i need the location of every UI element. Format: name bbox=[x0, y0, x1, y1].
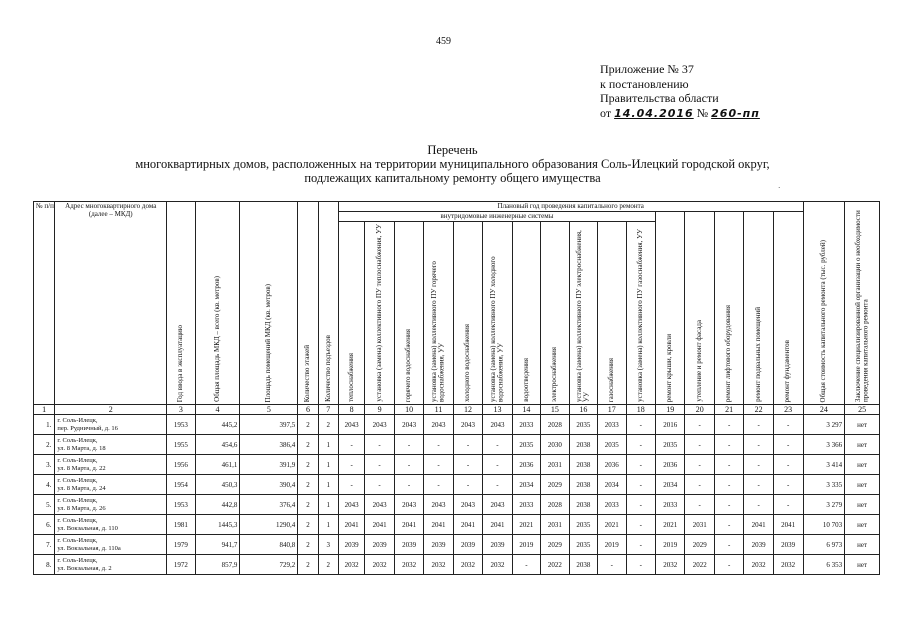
cell-gas-meter: - bbox=[626, 555, 655, 575]
table-row bbox=[34, 555, 880, 575]
cell-floors: 2 bbox=[298, 535, 318, 555]
cell-heating: 2043 bbox=[338, 495, 364, 515]
table-row bbox=[34, 455, 880, 475]
cell-foundation: 2039 bbox=[773, 535, 803, 555]
cell-cold-water-meter: - bbox=[483, 455, 512, 475]
cell-electricity-meter: 2038 bbox=[569, 495, 597, 515]
cell-electricity: 2030 bbox=[541, 435, 569, 455]
cell-floors: 2 bbox=[298, 415, 318, 435]
cell-conclusion: нет bbox=[845, 555, 880, 575]
cell-area-premises: 386,4 bbox=[240, 435, 298, 455]
cell-facade: - bbox=[685, 435, 714, 455]
cell-foundation: - bbox=[773, 435, 803, 455]
cell-gas: 2036 bbox=[598, 455, 626, 475]
address-street: ул. Вокзальная, д. 110 bbox=[57, 524, 118, 532]
cell-conclusion: нет bbox=[845, 535, 880, 555]
document-title: Перечень bbox=[427, 143, 478, 157]
cell-gas-meter: - bbox=[626, 515, 655, 535]
row-number: 3. bbox=[34, 455, 55, 475]
address-city: г. Соль-Илецк, bbox=[57, 457, 98, 464]
cell-hot-water-meter: 2039 bbox=[424, 535, 453, 555]
cell-cold-water-meter: - bbox=[483, 435, 512, 455]
cell-entrances: 1 bbox=[318, 495, 338, 515]
header-floors: Количество этажей bbox=[298, 202, 318, 405]
cell-hot-water: 2032 bbox=[394, 555, 423, 575]
column-numbers-row bbox=[34, 405, 880, 415]
address-street: ул. 8 Марта, д. 26 bbox=[57, 504, 106, 512]
cell-electricity-meter: 2038 bbox=[569, 455, 597, 475]
cell-total-cost: 3 279 bbox=[803, 495, 845, 515]
cell-conclusion: нет bbox=[845, 435, 880, 455]
cell-year: 1972 bbox=[167, 555, 195, 575]
cell-conclusion: нет bbox=[845, 495, 880, 515]
appendix-block bbox=[600, 62, 760, 121]
header-electricity: электроснабжения bbox=[541, 222, 569, 405]
column-number: 20 bbox=[685, 405, 714, 415]
cell-foundation: 2032 bbox=[773, 555, 803, 575]
cell-cold-water-meter: 2043 bbox=[483, 495, 512, 515]
cell-electricity-meter: 2038 bbox=[569, 475, 597, 495]
cell-gas: 2019 bbox=[598, 535, 626, 555]
cell-area-total: 454,6 bbox=[195, 435, 240, 455]
address-city: г. Соль-Илецк, bbox=[57, 477, 98, 484]
column-number: 18 bbox=[626, 405, 655, 415]
address-city: г. Соль-Илецк, bbox=[57, 517, 98, 524]
cell-hot-water: 2043 bbox=[394, 495, 423, 515]
cell-area-total: 461,1 bbox=[195, 455, 240, 475]
cell-sewerage: 2021 bbox=[512, 515, 540, 535]
row-number: 2. bbox=[34, 435, 55, 455]
cell-heating-meter: 2032 bbox=[365, 555, 394, 575]
cell-electricity: 2028 bbox=[541, 415, 569, 435]
cell-sewerage: 2019 bbox=[512, 535, 540, 555]
handwritten-date: 14.04.2016 bbox=[614, 106, 694, 120]
column-number: 6 bbox=[298, 405, 318, 415]
cell-electricity: 2028 bbox=[541, 495, 569, 515]
appendix-line-2: к постановлению bbox=[600, 76, 689, 91]
cell-basement: 2041 bbox=[744, 515, 773, 535]
address-cell bbox=[55, 495, 167, 515]
cell-electricity-meter: 2038 bbox=[569, 435, 597, 455]
cell-total-cost: 3 335 bbox=[803, 475, 845, 495]
column-number: 23 bbox=[773, 405, 803, 415]
cell-cold-water: - bbox=[453, 475, 482, 495]
column-number: 19 bbox=[655, 405, 684, 415]
cell-heating-meter: - bbox=[365, 435, 394, 455]
cell-area-premises: 729,2 bbox=[240, 555, 298, 575]
cell-conclusion: нет bbox=[845, 415, 880, 435]
from-label: от bbox=[600, 105, 612, 120]
cell-year: 1981 bbox=[167, 515, 195, 535]
cell-total-cost: 10 703 bbox=[803, 515, 845, 535]
cell-gas-meter: - bbox=[626, 415, 655, 435]
cell-heating-meter: - bbox=[365, 475, 394, 495]
cell-foundation: - bbox=[773, 455, 803, 475]
header-total-cost: Общая стоимость капитального ремонта (тыс. рублей) bbox=[803, 202, 845, 405]
header-heating: теплоснабжения bbox=[338, 222, 364, 405]
cell-cold-water-meter: - bbox=[483, 475, 512, 495]
cell-electricity: 2029 bbox=[541, 475, 569, 495]
cell-facade: 2029 bbox=[685, 535, 714, 555]
cell-sewerage: - bbox=[512, 555, 540, 575]
cell-heating-meter: 2039 bbox=[365, 535, 394, 555]
cell-hot-water-meter: - bbox=[424, 455, 453, 475]
cell-heating: - bbox=[338, 435, 364, 455]
cell-area-premises: 390,4 bbox=[240, 475, 298, 495]
cell-heating: 2039 bbox=[338, 535, 364, 555]
row-number: 1. bbox=[34, 415, 55, 435]
document-subtitle-2: подлежащих капитальному ремонту общего имущества bbox=[304, 171, 601, 185]
header-conclusion: Заключение специализированной организации о необходимости проведения капитального ремонта bbox=[845, 202, 880, 405]
cell-cold-water-meter: 2032 bbox=[483, 555, 512, 575]
cell-heating-meter: 2043 bbox=[365, 495, 394, 515]
appendix-line-3: Правительства области bbox=[600, 91, 719, 105]
cell-hot-water: - bbox=[394, 455, 423, 475]
cell-roof: 2021 bbox=[655, 515, 684, 535]
address-city: г. Соль-Илецк, bbox=[57, 497, 98, 504]
cell-cold-water: - bbox=[453, 435, 482, 455]
cell-total-cost: 6 353 bbox=[803, 555, 845, 575]
row-number: 8. bbox=[34, 555, 55, 575]
cell-floors: 2 bbox=[298, 555, 318, 575]
header-sewerage: водоотведения bbox=[512, 222, 540, 405]
cell-gas-meter: - bbox=[626, 475, 655, 495]
address-street: ул. 8 Марта, д. 24 bbox=[57, 484, 106, 492]
cell-area-total: 445,2 bbox=[195, 415, 240, 435]
cell-total-cost: 3 366 bbox=[803, 435, 845, 455]
cell-facade: - bbox=[685, 475, 714, 495]
cell-roof: 2033 bbox=[655, 495, 684, 515]
cell-area-premises: 397,5 bbox=[240, 415, 298, 435]
cell-cold-water: 2043 bbox=[453, 495, 482, 515]
cell-cold-water-meter: 2039 bbox=[483, 535, 512, 555]
column-number: 13 bbox=[483, 405, 512, 415]
cell-elevator: - bbox=[714, 455, 743, 475]
cell-conclusion: нет bbox=[845, 475, 880, 495]
handwritten-number: 260-пп bbox=[711, 106, 760, 120]
cell-cold-water: 2043 bbox=[453, 415, 482, 435]
address-cell bbox=[55, 455, 167, 475]
header-address: Адрес многоквартирного дома (далее – МКД) bbox=[55, 202, 167, 405]
header-no: № п/п bbox=[34, 202, 55, 405]
cell-electricity-meter: 2035 bbox=[569, 515, 597, 535]
cell-facade: - bbox=[685, 495, 714, 515]
cell-floors: 2 bbox=[298, 495, 318, 515]
cell-cold-water: 2039 bbox=[453, 535, 482, 555]
table-row bbox=[34, 475, 880, 495]
table-row bbox=[34, 515, 880, 535]
cell-area-premises: 1290,4 bbox=[240, 515, 298, 535]
cell-year: 1953 bbox=[167, 415, 195, 435]
cell-basement: - bbox=[744, 475, 773, 495]
table-row bbox=[34, 495, 880, 515]
column-number: 17 bbox=[598, 405, 626, 415]
cell-gas-meter: - bbox=[626, 455, 655, 475]
cell-gas-meter: - bbox=[626, 495, 655, 515]
cell-heating: 2043 bbox=[338, 415, 364, 435]
cell-elevator: - bbox=[714, 535, 743, 555]
cell-entrances: 1 bbox=[318, 515, 338, 535]
cell-hot-water: - bbox=[394, 435, 423, 455]
cell-cold-water: 2041 bbox=[453, 515, 482, 535]
address-cell bbox=[55, 515, 167, 535]
cell-cold-water-meter: 2043 bbox=[483, 415, 512, 435]
header-systems-group: внутридомовые инженерные системы bbox=[338, 212, 655, 222]
header-year: Год ввода в эксплуатацию bbox=[167, 202, 195, 405]
cell-heating: 2041 bbox=[338, 515, 364, 535]
cell-entrances: 1 bbox=[318, 475, 338, 495]
column-number: 1 bbox=[34, 405, 55, 415]
cell-gas: 2034 bbox=[598, 475, 626, 495]
cell-roof: 2032 bbox=[655, 555, 684, 575]
address-cell bbox=[55, 435, 167, 455]
cell-heating: - bbox=[338, 455, 364, 475]
table-row bbox=[34, 535, 880, 555]
cell-gas: 2033 bbox=[598, 415, 626, 435]
address-street: ул. 8 Марта, д. 18 bbox=[57, 444, 106, 452]
column-number: 4 bbox=[195, 405, 240, 415]
cell-hot-water-meter: - bbox=[424, 435, 453, 455]
address-city: г. Соль-Илецк, bbox=[57, 537, 98, 544]
cell-foundation: - bbox=[773, 475, 803, 495]
cell-hot-water-meter: 2041 bbox=[424, 515, 453, 535]
row-number: 7. bbox=[34, 535, 55, 555]
column-number: 9 bbox=[365, 405, 394, 415]
cell-heating: - bbox=[338, 475, 364, 495]
header-hot-water-meter: установка (замена) коллективного ПУ горячего водоснабжения, УУ bbox=[424, 222, 453, 405]
address-cell bbox=[55, 535, 167, 555]
address-cell bbox=[55, 475, 167, 495]
cell-heating: 2032 bbox=[338, 555, 364, 575]
cell-roof: 2019 bbox=[655, 535, 684, 555]
cell-facade: 2022 bbox=[685, 555, 714, 575]
header-foundation: ремонт фундаментов bbox=[773, 212, 803, 405]
cell-area-total: 1445,3 bbox=[195, 515, 240, 535]
cell-year: 1955 bbox=[167, 435, 195, 455]
row-number: 5. bbox=[34, 495, 55, 515]
cell-gas: - bbox=[598, 555, 626, 575]
header-heating-meter: установка (замена) коллективного ПУ теплоснабжения, УУ bbox=[365, 222, 394, 405]
cell-sewerage: 2033 bbox=[512, 415, 540, 435]
cell-cold-water: - bbox=[453, 455, 482, 475]
address-street: ул. 8 Марта, д. 22 bbox=[57, 464, 106, 472]
header-cold-water: холодного водоснабжения bbox=[453, 222, 482, 405]
header-hot-water: горячего водоснабжения bbox=[394, 222, 423, 405]
cell-year: 1979 bbox=[167, 535, 195, 555]
cell-hot-water-meter: 2032 bbox=[424, 555, 453, 575]
column-number: 7 bbox=[318, 405, 338, 415]
cell-year: 1954 bbox=[167, 475, 195, 495]
header-roof: ремонт крыши, кровли bbox=[655, 212, 684, 405]
cell-floors: 2 bbox=[298, 435, 318, 455]
column-number: 2 bbox=[55, 405, 167, 415]
cell-electricity-meter: 2035 bbox=[569, 415, 597, 435]
header-entrances: Количество подъездов bbox=[318, 202, 338, 405]
cell-conclusion: нет bbox=[845, 455, 880, 475]
address-cell bbox=[55, 415, 167, 435]
cell-elevator: - bbox=[714, 475, 743, 495]
row-number: 4. bbox=[34, 475, 55, 495]
address-street: пер. Рудничный, д. 16 bbox=[57, 424, 118, 432]
cell-roof: 2036 bbox=[655, 455, 684, 475]
cell-floors: 2 bbox=[298, 515, 318, 535]
cell-entrances: 3 bbox=[318, 535, 338, 555]
cell-year: 1953 bbox=[167, 495, 195, 515]
table-row bbox=[34, 435, 880, 455]
cell-electricity: 2022 bbox=[541, 555, 569, 575]
column-number: 11 bbox=[424, 405, 453, 415]
cell-elevator: - bbox=[714, 515, 743, 535]
cell-gas: 2021 bbox=[598, 515, 626, 535]
cell-cold-water-meter: 2041 bbox=[483, 515, 512, 535]
cell-heating-meter: - bbox=[365, 455, 394, 475]
cell-hot-water: 2041 bbox=[394, 515, 423, 535]
cell-total-cost: 3 297 bbox=[803, 415, 845, 435]
address-street: ул. Вокзальная, д. 2 bbox=[57, 564, 112, 572]
cell-floors: 2 bbox=[298, 455, 318, 475]
cell-hot-water-meter: 2043 bbox=[424, 495, 453, 515]
cell-electricity-meter: 2038 bbox=[569, 555, 597, 575]
cell-cold-water: 2032 bbox=[453, 555, 482, 575]
cell-elevator: - bbox=[714, 555, 743, 575]
page-number: 459 bbox=[436, 36, 451, 47]
houses-table bbox=[33, 201, 880, 575]
cell-foundation: - bbox=[773, 415, 803, 435]
cell-facade: - bbox=[685, 415, 714, 435]
cell-hot-water-meter: - bbox=[424, 475, 453, 495]
column-number: 22 bbox=[744, 405, 773, 415]
cell-basement: - bbox=[744, 435, 773, 455]
row-number: 6. bbox=[34, 515, 55, 535]
cell-sewerage: 2035 bbox=[512, 435, 540, 455]
cell-facade: - bbox=[685, 455, 714, 475]
cell-electricity: 2031 bbox=[541, 455, 569, 475]
column-number: 16 bbox=[569, 405, 597, 415]
cell-gas: 2033 bbox=[598, 495, 626, 515]
cell-heating-meter: 2043 bbox=[365, 415, 394, 435]
cell-area-premises: 391,9 bbox=[240, 455, 298, 475]
cell-basement: - bbox=[744, 495, 773, 515]
cell-entrances: 2 bbox=[318, 555, 338, 575]
cell-area-premises: 840,8 bbox=[240, 535, 298, 555]
cell-conclusion: нет bbox=[845, 515, 880, 535]
stray-mark: · bbox=[778, 184, 781, 192]
header-gas: газоснабжения bbox=[598, 222, 626, 405]
header-cold-water-meter: установка (замена) коллективного ПУ холодного водоснабжения, УУ bbox=[483, 222, 512, 405]
cell-roof: 2034 bbox=[655, 475, 684, 495]
cell-gas-meter: - bbox=[626, 535, 655, 555]
column-number: 8 bbox=[338, 405, 364, 415]
cell-entrances: 1 bbox=[318, 435, 338, 455]
cell-foundation: 2041 bbox=[773, 515, 803, 535]
column-number: 10 bbox=[394, 405, 423, 415]
address-city: г. Соль-Илецк, bbox=[57, 437, 98, 444]
cell-sewerage: 2034 bbox=[512, 475, 540, 495]
cell-elevator: - bbox=[714, 435, 743, 455]
cell-area-total: 857,9 bbox=[195, 555, 240, 575]
appendix-date-line bbox=[600, 106, 760, 122]
cell-basement: 2039 bbox=[744, 535, 773, 555]
cell-entrances: 2 bbox=[318, 415, 338, 435]
cell-hot-water-meter: 2043 bbox=[424, 415, 453, 435]
cell-sewerage: 2033 bbox=[512, 495, 540, 515]
cell-facade: 2031 bbox=[685, 515, 714, 535]
address-street: ул. Вокзальная, д. 110а bbox=[57, 544, 121, 552]
cell-foundation: - bbox=[773, 495, 803, 515]
cell-basement: 2032 bbox=[744, 555, 773, 575]
column-number: 14 bbox=[512, 405, 540, 415]
cell-roof: 2035 bbox=[655, 435, 684, 455]
address-city: г. Соль-Илецк, bbox=[57, 557, 98, 564]
header-area-premises: Площадь помещений МКД (кв. метров) bbox=[240, 202, 298, 405]
document-subtitle-1: многоквартирных домов, расположенных на территории муниципального образования Соль-Илецкий городской округ, bbox=[135, 157, 770, 171]
cell-entrances: 1 bbox=[318, 455, 338, 475]
column-number: 5 bbox=[240, 405, 298, 415]
cell-basement: - bbox=[744, 415, 773, 435]
cell-total-cost: 3 414 bbox=[803, 455, 845, 475]
column-number: 21 bbox=[714, 405, 743, 415]
cell-area-total: 450,3 bbox=[195, 475, 240, 495]
header-plan-group: Плановый год проведения капитального ремонта bbox=[338, 202, 803, 212]
number-label: № bbox=[696, 105, 709, 120]
header-basement: ремонт подвальных помещений bbox=[744, 212, 773, 405]
cell-area-total: 941,7 bbox=[195, 535, 240, 555]
cell-electricity: 2031 bbox=[541, 515, 569, 535]
cell-hot-water: - bbox=[394, 475, 423, 495]
cell-total-cost: 6 973 bbox=[803, 535, 845, 555]
cell-elevator: - bbox=[714, 495, 743, 515]
cell-floors: 2 bbox=[298, 475, 318, 495]
cell-electricity: 2029 bbox=[541, 535, 569, 555]
cell-roof: 2016 bbox=[655, 415, 684, 435]
header-facade: утепление и ремонт фасада bbox=[685, 212, 714, 405]
appendix-title: Приложение № 37 bbox=[600, 62, 694, 76]
cell-hot-water: 2039 bbox=[394, 535, 423, 555]
header-gas-meter: установка (замена) коллективного ПУ газоснабжения, УУ bbox=[626, 222, 655, 405]
header-electricity-meter: установка (замена) коллективного ПУ электроснабжения, УУ bbox=[569, 222, 597, 405]
cell-heating-meter: 2041 bbox=[365, 515, 394, 535]
address-city: г. Соль-Илецк, bbox=[57, 417, 98, 424]
cell-area-total: 442,8 bbox=[195, 495, 240, 515]
column-number: 3 bbox=[167, 405, 195, 415]
address-cell bbox=[55, 555, 167, 575]
cell-basement: - bbox=[744, 455, 773, 475]
cell-area-premises: 376,4 bbox=[240, 495, 298, 515]
column-number: 25 bbox=[845, 405, 880, 415]
cell-sewerage: 2036 bbox=[512, 455, 540, 475]
cell-elevator: - bbox=[714, 415, 743, 435]
header-elevator: ремонт лифтового оборудования bbox=[714, 212, 743, 405]
cell-year: 1956 bbox=[167, 455, 195, 475]
cell-gas-meter: - bbox=[626, 435, 655, 455]
table-row bbox=[34, 415, 880, 435]
cell-electricity-meter: 2035 bbox=[569, 535, 597, 555]
cell-gas: 2035 bbox=[598, 435, 626, 455]
header-area-total: Общая площадь МКД – всего (кв. метров) bbox=[195, 202, 240, 405]
column-number: 24 bbox=[803, 405, 845, 415]
column-number: 15 bbox=[541, 405, 569, 415]
cell-hot-water: 2043 bbox=[394, 415, 423, 435]
column-number: 12 bbox=[453, 405, 482, 415]
